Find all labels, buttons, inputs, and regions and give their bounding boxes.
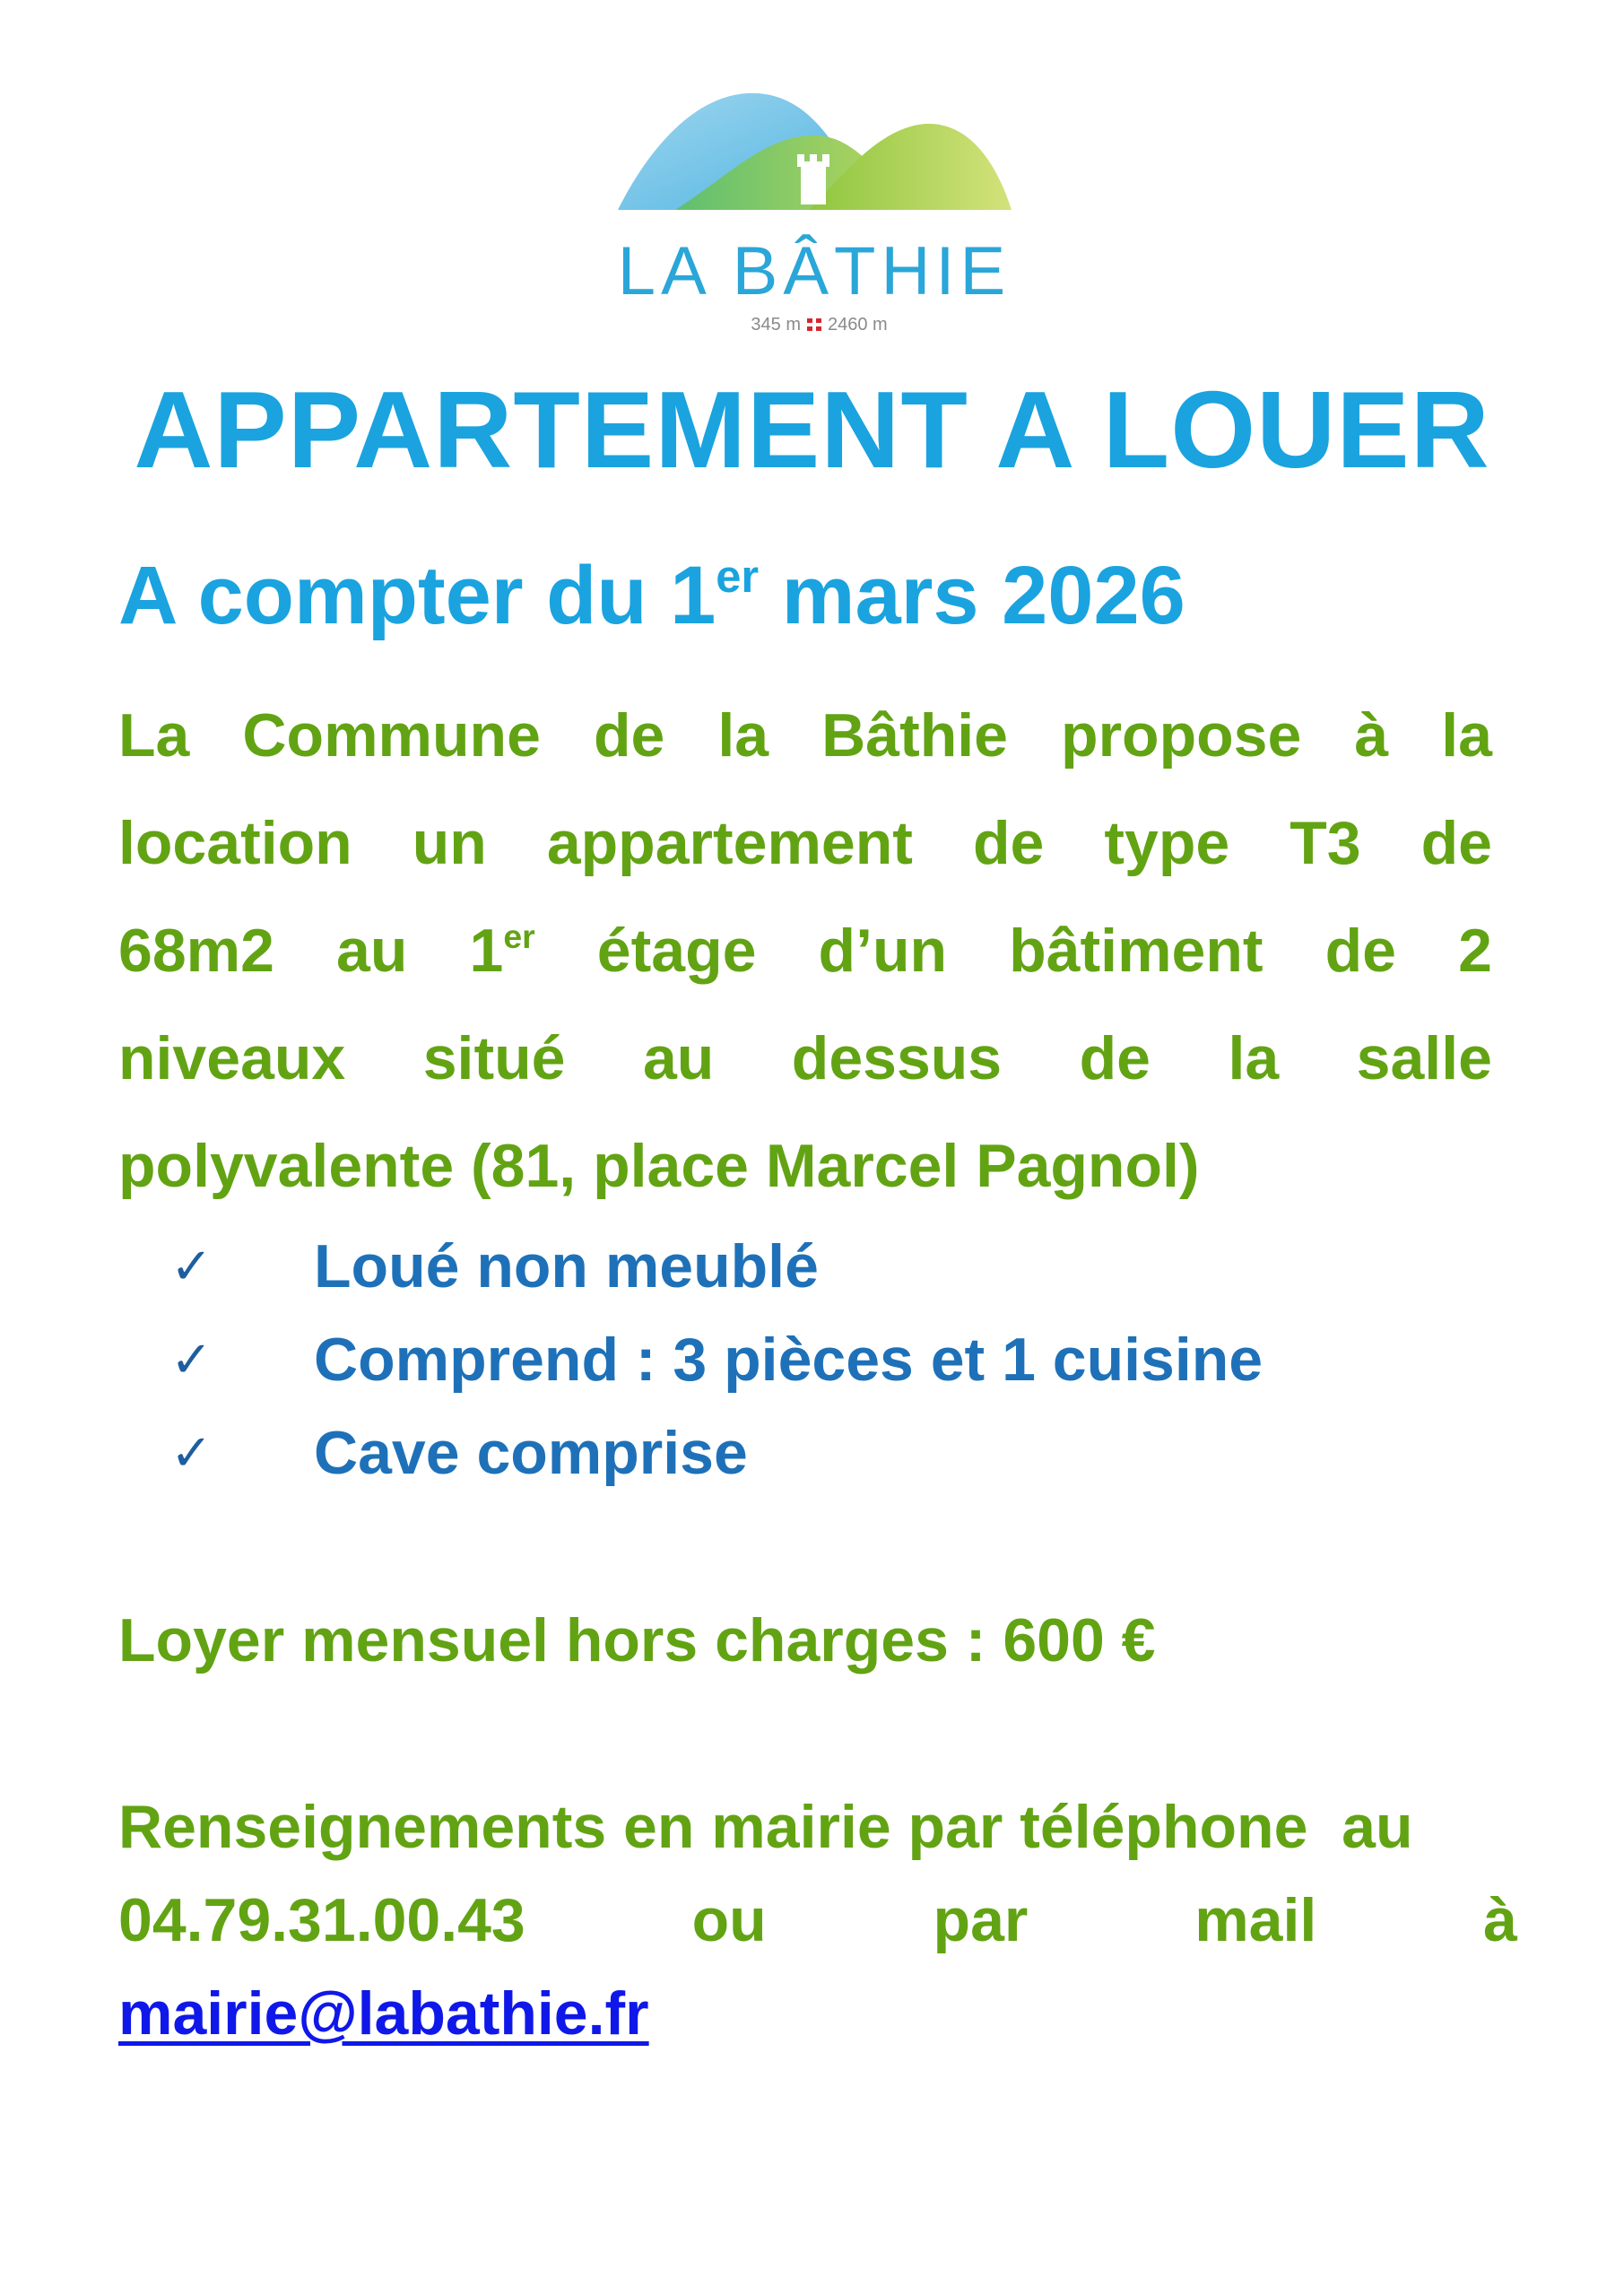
word: Bâthie [821,701,1008,770]
feature-label: Cave comprise [314,1419,748,1487]
word: location [118,809,352,877]
ordinal-suffix: er [503,917,535,955]
phone-number: 04.79.31.00.43 [118,1886,525,1954]
logo-altitude-low: 345 m [751,315,801,335]
word: de [1324,917,1396,985]
rent-price: Loyer mensuel hors charges : 600 € [118,1606,1156,1674]
feature-label: Loué non meublé [314,1232,819,1300]
description-line-3 [118,897,1492,1004]
checkmark-icon: ✓ [170,1423,213,1483]
word: au [336,917,408,985]
feature-label: Comprend : 3 pièces et 1 cuisine [314,1326,1264,1394]
word: de [1420,809,1492,877]
word: 68m2 [118,917,274,985]
contact-line-2 [118,1874,1517,1967]
word: dessus [791,1024,1003,1092]
word: par [933,1886,1029,1954]
word: étage [596,917,757,985]
subtitle-ordinal-suffix: er [716,550,760,602]
word: La [118,701,190,770]
word: la [1441,701,1492,770]
contact-line-1: Renseignements en mairie par téléphone au [118,1793,1413,1861]
page-title: APPARTEMENT A LOUER [134,369,1490,491]
word: mail [1194,1886,1317,1954]
description-paragraph [118,682,1492,1220]
subtitle-text-before: A compter du 1 [118,550,716,641]
word: Commune [242,701,541,770]
contact-info [118,1780,1517,2060]
word: bâtiment [1009,917,1264,985]
word: salle [1356,1024,1492,1092]
word: la [717,701,769,770]
feature-list [170,1220,1263,1500]
word: T3 [1290,809,1361,877]
word: situé [422,1024,566,1092]
list-item [170,1313,1263,1406]
contact-line-3 [118,1967,1517,2060]
word: à [1483,1886,1517,1954]
word: au [642,1024,715,1092]
subtitle-text-after: mars 2026 [759,550,1185,641]
email-link[interactable]: mairie@labathie.fr [118,1979,649,2048]
word: de [593,701,665,770]
description-line-4 [118,1004,1492,1112]
word: d’un [818,917,948,985]
description-line-1 [118,682,1492,789]
list-item [170,1220,1263,1313]
word: 1 [469,917,504,985]
word: type [1104,809,1230,877]
castle-tower-icon [797,154,829,204]
list-item [170,1406,1263,1500]
description-line-2 [118,789,1492,897]
logo-name: LA BÂTHIE [617,233,1012,309]
description-line-5: polyvalente (81, place Marcel Pagnol) [118,1132,1200,1200]
availability-date [118,550,1185,641]
word: 2 [1458,917,1492,985]
word: propose [1061,701,1302,770]
checkmark-icon: ✓ [170,1237,213,1296]
checkmark-icon: ✓ [170,1330,213,1389]
word: à [1354,701,1389,770]
word-with-ordinal [470,897,535,1004]
word: de [972,809,1045,877]
word: niveaux [118,1024,346,1092]
word: de [1079,1024,1151,1092]
word: la [1228,1024,1280,1092]
logo-altitude-high: 2460 m [828,315,888,335]
word: ou [691,1886,767,1954]
word: appartement [546,809,913,877]
word: un [412,809,487,877]
savoie-flag-icon [807,318,821,331]
la-bathie-logo [612,86,1016,346]
